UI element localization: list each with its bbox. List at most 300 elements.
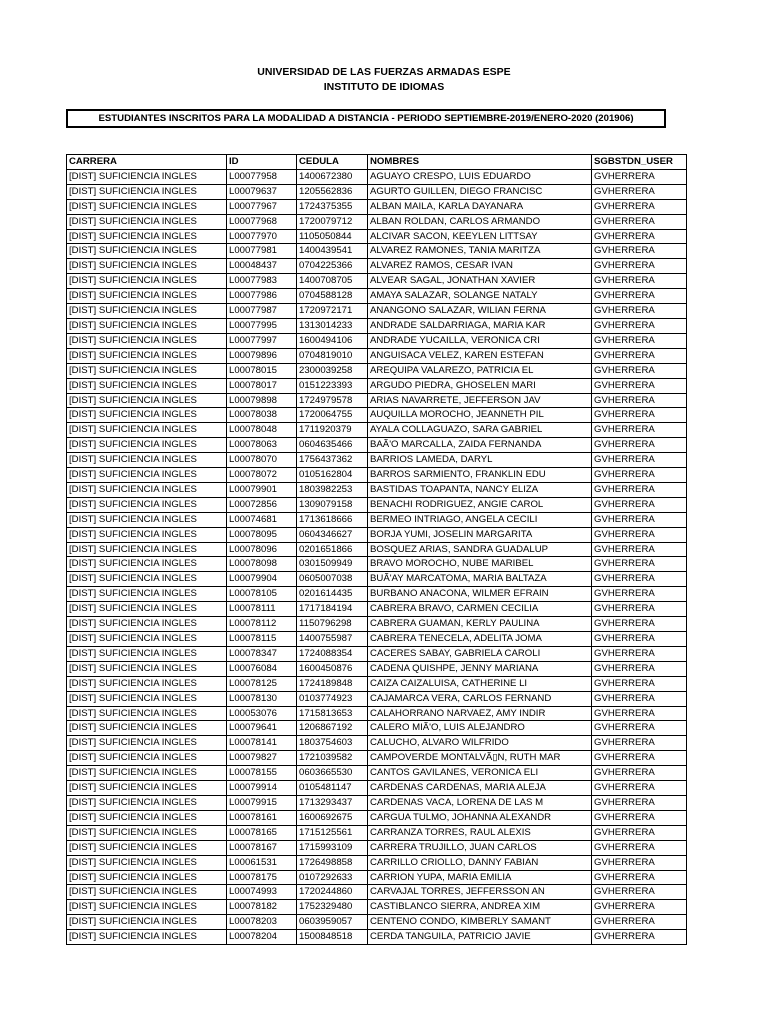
cell-nombres: ALVAREZ RAMOS, CESAR IVAN bbox=[368, 259, 592, 274]
table-row bbox=[67, 274, 687, 289]
cell-nombres: AGURTO GUILLEN, DIEGO FRANCISC bbox=[368, 184, 592, 199]
cell-carrera: [DIST] SUFICIENCIA INGLES bbox=[67, 304, 227, 319]
table-row bbox=[67, 542, 687, 557]
cell-user: GVHERRERA bbox=[592, 244, 687, 259]
cell-nombres: BRAVO MOROCHO, NUBE MARIBEL bbox=[368, 557, 592, 572]
cell-carrera: [DIST] SUFICIENCIA INGLES bbox=[67, 766, 227, 781]
table-row bbox=[67, 423, 687, 438]
cell-id: L00078096 bbox=[227, 542, 297, 557]
table-row bbox=[67, 632, 687, 647]
cell-carrera: [DIST] SUFICIENCIA INGLES bbox=[67, 497, 227, 512]
cell-user: GVHERRERA bbox=[592, 214, 687, 229]
cell-user: GVHERRERA bbox=[592, 810, 687, 825]
cell-user: GVHERRERA bbox=[592, 617, 687, 632]
cell-carrera: [DIST] SUFICIENCIA INGLES bbox=[67, 259, 227, 274]
table-row bbox=[67, 706, 687, 721]
table-row bbox=[67, 915, 687, 930]
cell-user: GVHERRERA bbox=[592, 721, 687, 736]
cell-user: GVHERRERA bbox=[592, 766, 687, 781]
table-row bbox=[67, 557, 687, 572]
cell-nombres: ARGUDO PIEDRA, GHOSELEN MARI bbox=[368, 378, 592, 393]
cell-carrera: [DIST] SUFICIENCIA INGLES bbox=[67, 557, 227, 572]
cell-carrera: [DIST] SUFICIENCIA INGLES bbox=[67, 676, 227, 691]
table-row bbox=[67, 259, 687, 274]
cell-cedula: 1105050844 bbox=[297, 229, 368, 244]
table-row bbox=[67, 453, 687, 468]
cell-id: L00079637 bbox=[227, 184, 297, 199]
cell-nombres: CAIZA CAIZALUISA, CATHERINE LI bbox=[368, 676, 592, 691]
cell-cedula: 2300039258 bbox=[297, 363, 368, 378]
cell-user: GVHERRERA bbox=[592, 408, 687, 423]
cell-nombres: CABRERA GUAMAN, KERLY PAULINA bbox=[368, 617, 592, 632]
cell-cedula: 1715813653 bbox=[297, 706, 368, 721]
cell-carrera: [DIST] SUFICIENCIA INGLES bbox=[67, 527, 227, 542]
cell-nombres: ANDRADE SALDARRIAGA, MARIA KAR bbox=[368, 318, 592, 333]
cell-nombres: CALUCHO, ALVARO WILFRIDO bbox=[368, 736, 592, 751]
cell-nombres: AGUAYO CRESPO, LUIS EDUARDO bbox=[368, 169, 592, 184]
cell-carrera: [DIST] SUFICIENCIA INGLES bbox=[67, 169, 227, 184]
cell-carrera: [DIST] SUFICIENCIA INGLES bbox=[67, 393, 227, 408]
cell-carrera: [DIST] SUFICIENCIA INGLES bbox=[67, 468, 227, 483]
cell-cedula: 1715125561 bbox=[297, 825, 368, 840]
cell-nombres: CASTIBLANCO SIERRA, ANDREA XIM bbox=[368, 900, 592, 915]
cell-nombres: CAJAMARCA VERA, CARLOS FERNAND bbox=[368, 691, 592, 706]
table-row bbox=[67, 721, 687, 736]
cell-user: GVHERRERA bbox=[592, 676, 687, 691]
cell-nombres: ANANGONO SALAZAR, WILIAN FERNA bbox=[368, 304, 592, 319]
table-row bbox=[67, 766, 687, 781]
column-header-user: SGBSTDN_USER bbox=[592, 155, 687, 170]
cell-user: GVHERRERA bbox=[592, 304, 687, 319]
cell-user: GVHERRERA bbox=[592, 915, 687, 930]
cell-cedula: 0704819010 bbox=[297, 348, 368, 363]
cell-id: L00077987 bbox=[227, 304, 297, 319]
table-row bbox=[67, 318, 687, 333]
cell-cedula: 0704588128 bbox=[297, 289, 368, 304]
cell-user: GVHERRERA bbox=[592, 453, 687, 468]
cell-user: GVHERRERA bbox=[592, 497, 687, 512]
cell-carrera: [DIST] SUFICIENCIA INGLES bbox=[67, 512, 227, 527]
cell-id: L00077983 bbox=[227, 274, 297, 289]
cell-carrera: [DIST] SUFICIENCIA INGLES bbox=[67, 348, 227, 363]
cell-id: L00078165 bbox=[227, 825, 297, 840]
cell-user: GVHERRERA bbox=[592, 438, 687, 453]
cell-user: GVHERRERA bbox=[592, 512, 687, 527]
cell-nombres: AMAYA SALAZAR, SOLANGE NATALY bbox=[368, 289, 592, 304]
cell-id: L00078182 bbox=[227, 900, 297, 915]
cell-id: L00076084 bbox=[227, 661, 297, 676]
cell-cedula: 1720079712 bbox=[297, 214, 368, 229]
cell-user: GVHERRERA bbox=[592, 482, 687, 497]
cell-cedula: 1400708705 bbox=[297, 274, 368, 289]
cell-user: GVHERRERA bbox=[592, 363, 687, 378]
cell-carrera: [DIST] SUFICIENCIA INGLES bbox=[67, 661, 227, 676]
cell-id: L00078015 bbox=[227, 363, 297, 378]
cell-user: GVHERRERA bbox=[592, 527, 687, 542]
table-row bbox=[67, 497, 687, 512]
cell-carrera: [DIST] SUFICIENCIA INGLES bbox=[67, 587, 227, 602]
cell-id: L00078098 bbox=[227, 557, 297, 572]
cell-id: L00078017 bbox=[227, 378, 297, 393]
cell-nombres: BARROS SARMIENTO, FRANKLIN EDU bbox=[368, 468, 592, 483]
cell-nombres: BARRIOS LAMEDA, DARYL bbox=[368, 453, 592, 468]
cell-id: L00078095 bbox=[227, 527, 297, 542]
report-subtitle: ESTUDIANTES INSCRITOS PARA LA MODALIDAD A DISTANCIA - PERIODO SEPTIEMBRE-2019/ENERO-2020 (201906) bbox=[66, 109, 666, 128]
cell-id: L00078155 bbox=[227, 766, 297, 781]
cell-carrera: [DIST] SUFICIENCIA INGLES bbox=[67, 423, 227, 438]
table-row bbox=[67, 527, 687, 542]
cell-nombres: AREQUIPA VALAREZO, PATRICIA EL bbox=[368, 363, 592, 378]
cell-user: GVHERRERA bbox=[592, 423, 687, 438]
cell-user: GVHERRERA bbox=[592, 468, 687, 483]
cell-nombres: CABRERA BRAVO, CARMEN CECILIA bbox=[368, 602, 592, 617]
cell-carrera: [DIST] SUFICIENCIA INGLES bbox=[67, 840, 227, 855]
table-row bbox=[67, 810, 687, 825]
cell-user: GVHERRERA bbox=[592, 870, 687, 885]
table-row bbox=[67, 229, 687, 244]
cell-nombres: CARDENAS CARDENAS, MARIA ALEJA bbox=[368, 781, 592, 796]
table-row bbox=[67, 304, 687, 319]
table-row bbox=[67, 572, 687, 587]
cell-carrera: [DIST] SUFICIENCIA INGLES bbox=[67, 333, 227, 348]
table-row bbox=[67, 661, 687, 676]
cell-user: GVHERRERA bbox=[592, 632, 687, 647]
cell-carrera: [DIST] SUFICIENCIA INGLES bbox=[67, 825, 227, 840]
cell-cedula: 1724375355 bbox=[297, 199, 368, 214]
cell-carrera: [DIST] SUFICIENCIA INGLES bbox=[67, 721, 227, 736]
table-row bbox=[67, 289, 687, 304]
table-row bbox=[67, 244, 687, 259]
cell-id: L00079896 bbox=[227, 348, 297, 363]
cell-carrera: [DIST] SUFICIENCIA INGLES bbox=[67, 184, 227, 199]
table-row bbox=[67, 438, 687, 453]
table-row bbox=[67, 408, 687, 423]
cell-carrera: [DIST] SUFICIENCIA INGLES bbox=[67, 915, 227, 930]
column-header-id: ID bbox=[227, 155, 297, 170]
cell-cedula: 1600450876 bbox=[297, 661, 368, 676]
cell-cedula: 1726498858 bbox=[297, 855, 368, 870]
cell-id: L00078125 bbox=[227, 676, 297, 691]
table-row bbox=[67, 602, 687, 617]
cell-cedula: 1600494106 bbox=[297, 333, 368, 348]
cell-user: GVHERRERA bbox=[592, 646, 687, 661]
cell-nombres: CARGUA TULMO, JOHANNA ALEXANDR bbox=[368, 810, 592, 825]
cell-nombres: BUÃ'AY MARCATOMA, MARIA BALTAZA bbox=[368, 572, 592, 587]
cell-user: GVHERRERA bbox=[592, 736, 687, 751]
cell-carrera: [DIST] SUFICIENCIA INGLES bbox=[67, 930, 227, 945]
cell-nombres: CALAHORRANO NARVAEZ, AMY INDIR bbox=[368, 706, 592, 721]
table-row bbox=[67, 393, 687, 408]
table-row bbox=[67, 646, 687, 661]
cell-carrera: [DIST] SUFICIENCIA INGLES bbox=[67, 378, 227, 393]
cell-user: GVHERRERA bbox=[592, 751, 687, 766]
cell-carrera: [DIST] SUFICIENCIA INGLES bbox=[67, 781, 227, 796]
column-header-cedula: CEDULA bbox=[297, 155, 368, 170]
cell-cedula: 1309079158 bbox=[297, 497, 368, 512]
cell-id: L00078130 bbox=[227, 691, 297, 706]
cell-user: GVHERRERA bbox=[592, 781, 687, 796]
cell-id: L00077970 bbox=[227, 229, 297, 244]
cell-cedula: 1150796298 bbox=[297, 617, 368, 632]
cell-cedula: 1803982253 bbox=[297, 482, 368, 497]
cell-id: L00078070 bbox=[227, 453, 297, 468]
cell-carrera: [DIST] SUFICIENCIA INGLES bbox=[67, 408, 227, 423]
cell-cedula: 1400755987 bbox=[297, 632, 368, 647]
cell-cedula: 1720244860 bbox=[297, 885, 368, 900]
cell-nombres: ALVAREZ RAMONES, TANIA MARITZA bbox=[368, 244, 592, 259]
cell-user: GVHERRERA bbox=[592, 274, 687, 289]
cell-id: L00077958 bbox=[227, 169, 297, 184]
cell-user: GVHERRERA bbox=[592, 840, 687, 855]
cell-user: GVHERRERA bbox=[592, 393, 687, 408]
cell-carrera: [DIST] SUFICIENCIA INGLES bbox=[67, 900, 227, 915]
cell-nombres: CARRERA TRUJILLO, JUAN CARLOS bbox=[368, 840, 592, 855]
cell-nombres: BORJA YUMI, JOSELIN MARGARITA bbox=[368, 527, 592, 542]
cell-cedula: 1313014233 bbox=[297, 318, 368, 333]
column-header-nombres: NOMBRES bbox=[368, 155, 592, 170]
table-row bbox=[67, 781, 687, 796]
cell-carrera: [DIST] SUFICIENCIA INGLES bbox=[67, 318, 227, 333]
column-header-carrera: CARRERA bbox=[67, 155, 227, 170]
cell-id: L00079915 bbox=[227, 795, 297, 810]
cell-id: L00078167 bbox=[227, 840, 297, 855]
institute-title: INSTITUTO DE IDIOMAS bbox=[323, 81, 445, 93]
cell-cedula: 1715993109 bbox=[297, 840, 368, 855]
cell-nombres: CARDENAS VACA, LORENA DE LAS M bbox=[368, 795, 592, 810]
cell-cedula: 1713618666 bbox=[297, 512, 368, 527]
table-row bbox=[67, 900, 687, 915]
cell-nombres: CARRILLO CRIOLLO, DANNY FABIAN bbox=[368, 855, 592, 870]
cell-cedula: 0605007038 bbox=[297, 572, 368, 587]
cell-user: GVHERRERA bbox=[592, 587, 687, 602]
cell-id: L00061531 bbox=[227, 855, 297, 870]
cell-nombres: CALERO MIÃ'O, LUIS ALEJANDRO bbox=[368, 721, 592, 736]
cell-cedula: 0107292633 bbox=[297, 870, 368, 885]
cell-cedula: 1724979578 bbox=[297, 393, 368, 408]
cell-id: L00074681 bbox=[227, 512, 297, 527]
cell-nombres: AYALA COLLAGUAZO, SARA GABRIEL bbox=[368, 423, 592, 438]
cell-nombres: CARRANZA TORRES, RAUL ALEXIS bbox=[368, 825, 592, 840]
cell-user: GVHERRERA bbox=[592, 706, 687, 721]
cell-id: L00078175 bbox=[227, 870, 297, 885]
cell-cedula: 0103774923 bbox=[297, 691, 368, 706]
cell-carrera: [DIST] SUFICIENCIA INGLES bbox=[67, 602, 227, 617]
table-body bbox=[67, 169, 687, 944]
cell-carrera: [DIST] SUFICIENCIA INGLES bbox=[67, 199, 227, 214]
cell-cedula: 0105162804 bbox=[297, 468, 368, 483]
cell-user: GVHERRERA bbox=[592, 333, 687, 348]
cell-user: GVHERRERA bbox=[592, 691, 687, 706]
table-row bbox=[67, 855, 687, 870]
cell-nombres: CADENA QUISHPE, JENNY MARIANA bbox=[368, 661, 592, 676]
cell-nombres: CERDA TANGUILA, PATRICIO JAVIE bbox=[368, 930, 592, 945]
cell-cedula: 0201614435 bbox=[297, 587, 368, 602]
table-row bbox=[67, 468, 687, 483]
cell-user: GVHERRERA bbox=[592, 795, 687, 810]
cell-id: L00078204 bbox=[227, 930, 297, 945]
cell-id: L00078347 bbox=[227, 646, 297, 661]
cell-user: GVHERRERA bbox=[592, 318, 687, 333]
cell-carrera: [DIST] SUFICIENCIA INGLES bbox=[67, 244, 227, 259]
cell-user: GVHERRERA bbox=[592, 348, 687, 363]
cell-cedula: 1803754603 bbox=[297, 736, 368, 751]
cell-carrera: [DIST] SUFICIENCIA INGLES bbox=[67, 214, 227, 229]
cell-nombres: BENACHI RODRIGUEZ, ANGIE CAROL bbox=[368, 497, 592, 512]
cell-user: GVHERRERA bbox=[592, 542, 687, 557]
cell-nombres: ARIAS NAVARRETE, JEFFERSON JAV bbox=[368, 393, 592, 408]
table-row bbox=[67, 795, 687, 810]
cell-carrera: [DIST] SUFICIENCIA INGLES bbox=[67, 706, 227, 721]
cell-id: L00078112 bbox=[227, 617, 297, 632]
cell-cedula: 1711920379 bbox=[297, 423, 368, 438]
cell-carrera: [DIST] SUFICIENCIA INGLES bbox=[67, 617, 227, 632]
cell-nombres: CANTOS GAVILANES, VERONICA ELI bbox=[368, 766, 592, 781]
cell-id: L00077967 bbox=[227, 199, 297, 214]
cell-cedula: 1724189848 bbox=[297, 676, 368, 691]
cell-cedula: 0604635466 bbox=[297, 438, 368, 453]
table-row bbox=[67, 348, 687, 363]
cell-nombres: ALBAN MAILA, KARLA DAYANARA bbox=[368, 199, 592, 214]
table-row bbox=[67, 363, 687, 378]
cell-user: GVHERRERA bbox=[592, 184, 687, 199]
cell-cedula: 1205562836 bbox=[297, 184, 368, 199]
student-roster-table bbox=[66, 154, 687, 945]
cell-id: L00078072 bbox=[227, 468, 297, 483]
cell-cedula: 0603665530 bbox=[297, 766, 368, 781]
table-row bbox=[67, 169, 687, 184]
cell-cedula: 0604346627 bbox=[297, 527, 368, 542]
cell-id: L00077995 bbox=[227, 318, 297, 333]
cell-user: GVHERRERA bbox=[592, 885, 687, 900]
cell-user: GVHERRERA bbox=[592, 229, 687, 244]
table-row bbox=[67, 587, 687, 602]
cell-user: GVHERRERA bbox=[592, 900, 687, 915]
cell-carrera: [DIST] SUFICIENCIA INGLES bbox=[67, 885, 227, 900]
table-row bbox=[67, 378, 687, 393]
cell-id: L00077986 bbox=[227, 289, 297, 304]
cell-id: L00079641 bbox=[227, 721, 297, 736]
cell-user: GVHERRERA bbox=[592, 855, 687, 870]
cell-nombres: ANDRADE YUCAILLA, VERONICA CRI bbox=[368, 333, 592, 348]
cell-user: GVHERRERA bbox=[592, 169, 687, 184]
cell-user: GVHERRERA bbox=[592, 557, 687, 572]
cell-carrera: [DIST] SUFICIENCIA INGLES bbox=[67, 691, 227, 706]
cell-id: L00079904 bbox=[227, 572, 297, 587]
cell-nombres: AUQUILLA MOROCHO, JEANNETH PIL bbox=[368, 408, 592, 423]
table-row bbox=[67, 512, 687, 527]
table-row bbox=[67, 751, 687, 766]
cell-carrera: [DIST] SUFICIENCIA INGLES bbox=[67, 810, 227, 825]
cell-id: L00078105 bbox=[227, 587, 297, 602]
cell-user: GVHERRERA bbox=[592, 378, 687, 393]
cell-cedula: 1400439541 bbox=[297, 244, 368, 259]
cell-nombres: CACERES SABAY, GABRIELA CAROLI bbox=[368, 646, 592, 661]
cell-cedula: 1724088354 bbox=[297, 646, 368, 661]
cell-carrera: [DIST] SUFICIENCIA INGLES bbox=[67, 870, 227, 885]
cell-id: L00077981 bbox=[227, 244, 297, 259]
cell-nombres: BAÃ'O MARCALLA, ZAIDA FERNANDA bbox=[368, 438, 592, 453]
cell-cedula: 0201651866 bbox=[297, 542, 368, 557]
cell-carrera: [DIST] SUFICIENCIA INGLES bbox=[67, 795, 227, 810]
table-row bbox=[67, 214, 687, 229]
cell-cedula: 0704225366 bbox=[297, 259, 368, 274]
cell-id: L00079901 bbox=[227, 482, 297, 497]
cell-id: L00077968 bbox=[227, 214, 297, 229]
cell-cedula: 1756437362 bbox=[297, 453, 368, 468]
cell-cedula: 0151223393 bbox=[297, 378, 368, 393]
cell-nombres: ALVEAR SAGAL, JONATHAN XAVIER bbox=[368, 274, 592, 289]
cell-cedula: 1717184194 bbox=[297, 602, 368, 617]
table-row bbox=[67, 840, 687, 855]
cell-user: GVHERRERA bbox=[592, 572, 687, 587]
table-row bbox=[67, 870, 687, 885]
cell-id: L00078038 bbox=[227, 408, 297, 423]
cell-carrera: [DIST] SUFICIENCIA INGLES bbox=[67, 438, 227, 453]
cell-user: GVHERRERA bbox=[592, 661, 687, 676]
cell-id: L00078161 bbox=[227, 810, 297, 825]
table-header-row bbox=[67, 155, 687, 170]
cell-carrera: [DIST] SUFICIENCIA INGLES bbox=[67, 572, 227, 587]
cell-carrera: [DIST] SUFICIENCIA INGLES bbox=[67, 363, 227, 378]
table-row bbox=[67, 333, 687, 348]
cell-nombres: CABRERA TENECELA, ADELITA JOMA bbox=[368, 632, 592, 647]
cell-nombres: BURBANO ANACONA, WILMER EFRAIN bbox=[368, 587, 592, 602]
cell-carrera: [DIST] SUFICIENCIA INGLES bbox=[67, 751, 227, 766]
cell-id: L00078203 bbox=[227, 915, 297, 930]
cell-carrera: [DIST] SUFICIENCIA INGLES bbox=[67, 646, 227, 661]
cell-cedula: 1206867192 bbox=[297, 721, 368, 736]
cell-carrera: [DIST] SUFICIENCIA INGLES bbox=[67, 855, 227, 870]
cell-id: L00078141 bbox=[227, 736, 297, 751]
cell-cedula: 1720972171 bbox=[297, 304, 368, 319]
cell-id: L00072856 bbox=[227, 497, 297, 512]
cell-nombres: CARVAJAL TORRES, JEFFERSSON AN bbox=[368, 885, 592, 900]
cell-nombres: BOSQUEZ ARIAS, SANDRA GUADALUP bbox=[368, 542, 592, 557]
cell-id: L00078048 bbox=[227, 423, 297, 438]
cell-cedula: 1500848518 bbox=[297, 930, 368, 945]
cell-nombres: BASTIDAS TOAPANTA, NANCY ELIZA bbox=[368, 482, 592, 497]
cell-carrera: [DIST] SUFICIENCIA INGLES bbox=[67, 229, 227, 244]
cell-id: L00079898 bbox=[227, 393, 297, 408]
cell-nombres: ALCIVAR SACON, KEEYLEN LITTSAY bbox=[368, 229, 592, 244]
table-row bbox=[67, 184, 687, 199]
cell-nombres: CENTENO CONDO, KIMBERLY SAMANT bbox=[368, 915, 592, 930]
cell-carrera: [DIST] SUFICIENCIA INGLES bbox=[67, 453, 227, 468]
cell-user: GVHERRERA bbox=[592, 289, 687, 304]
cell-cedula: 1720064755 bbox=[297, 408, 368, 423]
table-row bbox=[67, 825, 687, 840]
cell-id: L00078063 bbox=[227, 438, 297, 453]
cell-nombres: ANGUISACA VELEZ, KAREN ESTEFAN bbox=[368, 348, 592, 363]
cell-nombres: CAMPOVERDE MONTALVÃ▯N, RUTH MAR bbox=[368, 751, 592, 766]
cell-user: GVHERRERA bbox=[592, 199, 687, 214]
cell-user: GVHERRERA bbox=[592, 930, 687, 945]
cell-cedula: 1752329480 bbox=[297, 900, 368, 915]
cell-id: L00078115 bbox=[227, 632, 297, 647]
cell-carrera: [DIST] SUFICIENCIA INGLES bbox=[67, 632, 227, 647]
cell-id: L00079827 bbox=[227, 751, 297, 766]
cell-user: GVHERRERA bbox=[592, 602, 687, 617]
cell-cedula: 0105481147 bbox=[297, 781, 368, 796]
table-row bbox=[67, 482, 687, 497]
table-row bbox=[67, 676, 687, 691]
cell-nombres: BERMEO INTRIAGO, ANGELA CECILI bbox=[368, 512, 592, 527]
cell-carrera: [DIST] SUFICIENCIA INGLES bbox=[67, 736, 227, 751]
cell-carrera: [DIST] SUFICIENCIA INGLES bbox=[67, 542, 227, 557]
cell-nombres: CARRION YUPA, MARIA EMILIA bbox=[368, 870, 592, 885]
cell-cedula: 1600692675 bbox=[297, 810, 368, 825]
cell-id: L00077997 bbox=[227, 333, 297, 348]
